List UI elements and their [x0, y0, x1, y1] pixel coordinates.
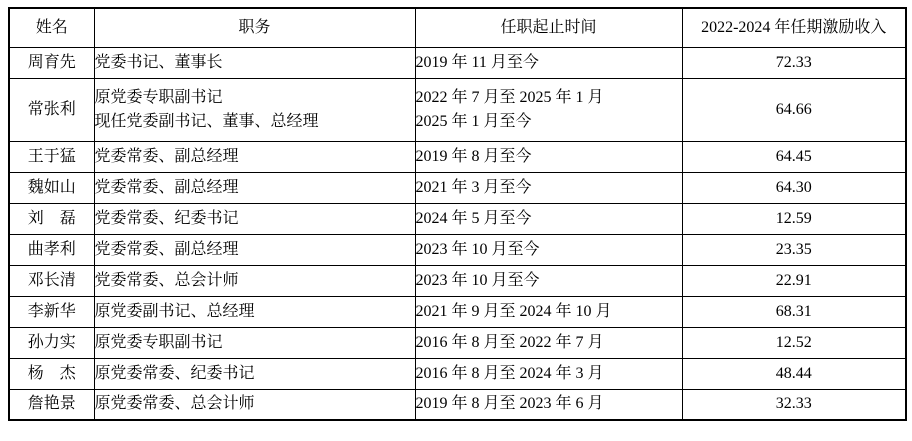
cell-name: 刘 磊 [9, 203, 94, 234]
cell-income: 64.45 [682, 141, 906, 172]
cell-income: 23.35 [682, 234, 906, 265]
position-line: 党委常委、总会计师 [94, 271, 239, 289]
tenure-line: 2019 年 8 月至 2023 年 6 月 [415, 395, 604, 413]
position-line: 现任党委副书记、董事、总经理 [94, 112, 319, 130]
position-line: 原党委常委、总会计师 [94, 395, 255, 413]
table-row [9, 327, 906, 358]
table-row [9, 358, 906, 389]
cell-position [94, 265, 415, 296]
position-line: 原党委专职副书记 [94, 333, 223, 351]
table-row [9, 203, 906, 234]
header-income: 2022-2024 年任期激励收入 [682, 8, 906, 47]
position-line: 党委常委、纪委书记 [94, 209, 239, 227]
table-header [9, 8, 906, 47]
cell-position [94, 78, 415, 141]
position-line: 党委书记、董事长 [94, 53, 223, 71]
table-row [9, 296, 906, 327]
cell-income: 12.52 [682, 327, 906, 358]
cell-position [94, 327, 415, 358]
cell-income: 48.44 [682, 358, 906, 389]
tenure-line: 2025 年 1 月至今 [415, 112, 532, 130]
cell-name: 常张利 [9, 78, 94, 141]
cell-income: 68.31 [682, 296, 906, 327]
table-row [9, 141, 906, 172]
table-body [9, 47, 906, 420]
table-row [9, 47, 906, 78]
header-name: 姓名 [9, 8, 94, 47]
cell-tenure [415, 358, 682, 389]
cell-income: 12.59 [682, 203, 906, 234]
cell-tenure [415, 47, 682, 78]
position-line: 党委常委、副总经理 [94, 240, 239, 258]
cell-tenure [415, 203, 682, 234]
cell-tenure [415, 327, 682, 358]
cell-name: 邓长清 [9, 265, 94, 296]
cell-name: 魏如山 [9, 172, 94, 203]
table-row [9, 234, 906, 265]
cell-income: 32.33 [682, 389, 906, 420]
tenure-line: 2021 年 3 月至今 [415, 178, 532, 196]
header-position: 职务 [94, 8, 415, 47]
cell-position [94, 234, 415, 265]
tenure-line: 2023 年 10 月至今 [415, 271, 540, 289]
cell-tenure [415, 265, 682, 296]
cell-name: 李新华 [9, 296, 94, 327]
table-row [9, 265, 906, 296]
cell-position [94, 172, 415, 203]
tenure-line: 2024 年 5 月至今 [415, 209, 532, 227]
officers-compensation-table [8, 7, 907, 421]
table-row [9, 172, 906, 203]
cell-income: 22.91 [682, 265, 906, 296]
cell-income: 72.33 [682, 47, 906, 78]
tenure-line: 2022 年 7 月至 2025 年 1 月 [415, 88, 604, 106]
cell-position [94, 203, 415, 234]
cell-name: 曲孝利 [9, 234, 94, 265]
cell-name: 詹艳景 [9, 389, 94, 420]
cell-tenure [415, 78, 682, 141]
position-line: 原党委专职副书记 [94, 88, 223, 106]
cell-tenure [415, 234, 682, 265]
cell-income: 64.30 [682, 172, 906, 203]
officers-table-container [8, 7, 907, 421]
table-row [9, 389, 906, 420]
cell-tenure [415, 296, 682, 327]
tenure-line: 2016 年 8 月至 2024 年 3 月 [415, 364, 604, 382]
cell-income: 64.66 [682, 78, 906, 141]
cell-position [94, 296, 415, 327]
cell-tenure [415, 141, 682, 172]
header-tenure: 任职起止时间 [415, 8, 682, 47]
cell-tenure [415, 389, 682, 420]
tenure-line: 2016 年 8 月至 2022 年 7 月 [415, 333, 604, 351]
cell-name: 王于猛 [9, 141, 94, 172]
cell-position [94, 47, 415, 78]
position-line: 原党委副书记、总经理 [94, 302, 255, 320]
tenure-line: 2019 年 11 月至今 [415, 53, 539, 71]
position-line: 党委常委、副总经理 [94, 178, 239, 196]
table-row [9, 78, 906, 141]
position-line: 原党委常委、纪委书记 [94, 364, 255, 382]
tenure-line: 2023 年 10 月至今 [415, 240, 540, 258]
position-line: 党委常委、副总经理 [94, 147, 239, 165]
tenure-line: 2021 年 9 月至 2024 年 10 月 [415, 302, 612, 320]
cell-position [94, 389, 415, 420]
cell-position [94, 141, 415, 172]
cell-position [94, 358, 415, 389]
cell-tenure [415, 172, 682, 203]
cell-name: 孙力实 [9, 327, 94, 358]
cell-name: 杨 杰 [9, 358, 94, 389]
header-row [9, 8, 906, 47]
tenure-line: 2019 年 8 月至今 [415, 147, 532, 165]
cell-name: 周育先 [9, 47, 94, 78]
